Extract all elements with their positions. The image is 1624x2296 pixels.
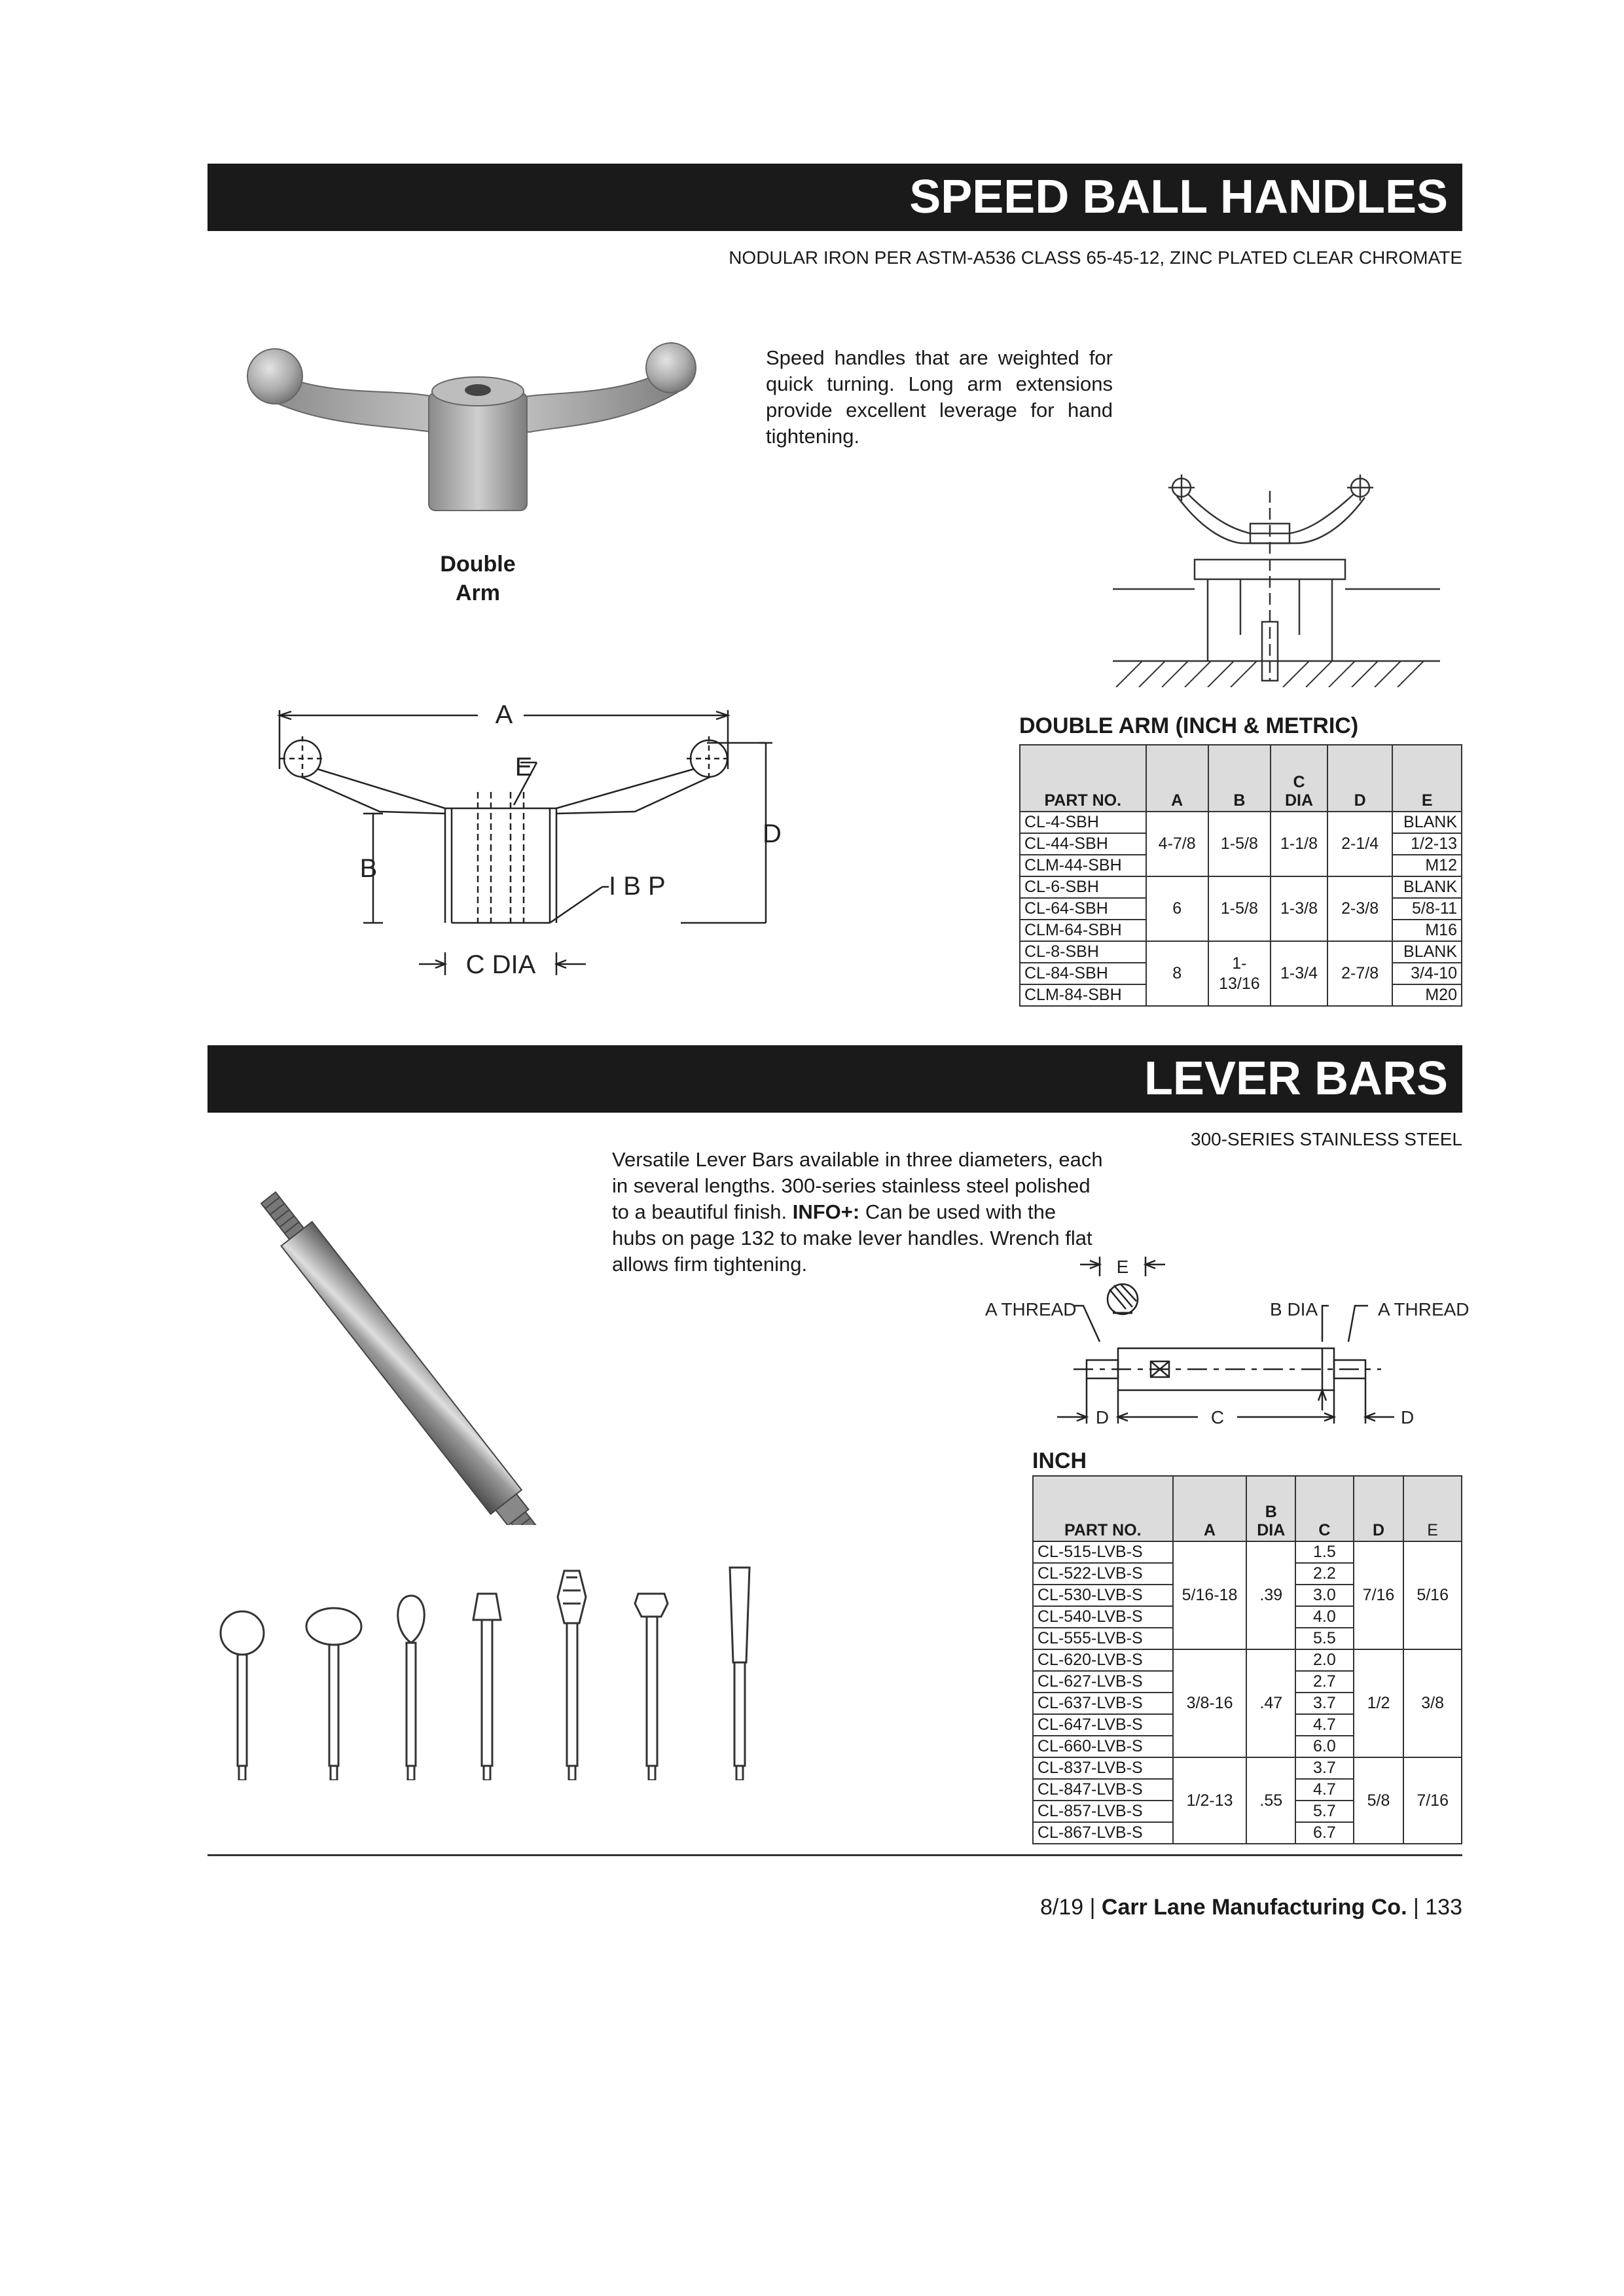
cell-part-no: CL-627-LVB-S: [1033, 1671, 1173, 1693]
table-row: [1033, 1649, 1462, 1671]
dimension-drawing: [262, 691, 785, 985]
table-row: [1020, 876, 1462, 898]
cell-c: 2.2: [1295, 1563, 1354, 1585]
col-c-dia: C DIA: [1271, 745, 1327, 812]
cell-c: 1-3/8: [1271, 876, 1327, 941]
dim-label-a: A: [495, 700, 513, 729]
footer-date: 8/19: [1039, 1895, 1084, 1920]
lever-label-c: C: [1210, 1407, 1225, 1427]
cell-e: M16: [1392, 920, 1462, 941]
col-part-no: PART NO.: [1020, 745, 1146, 812]
cell-a: 3/8-16: [1173, 1649, 1247, 1757]
ball-knob-icon: [221, 1611, 264, 1780]
cell-b: 1-5/8: [1208, 812, 1271, 876]
col-e: E: [1403, 1476, 1462, 1541]
cell-part-no: CL-647-LVB-S: [1033, 1714, 1173, 1736]
cell-c: 1-1/8: [1271, 812, 1327, 876]
dim-label-b: B: [359, 854, 378, 883]
cell-a: 5/16-18: [1173, 1541, 1247, 1649]
cylinder-knob-icon: [473, 1594, 501, 1780]
cell-part-no: CL-837-LVB-S: [1033, 1757, 1173, 1779]
cell-part-no: CL-4-SBH: [1020, 812, 1146, 833]
lever-label-a-thread-right: A THREAD: [1378, 1299, 1470, 1319]
material-note: 300-SERIES STAINLESS STEEL: [1191, 1129, 1462, 1149]
cell-part-no: CL-8-SBH: [1020, 941, 1146, 963]
cell-e: 1/2-13: [1392, 833, 1462, 855]
cell-d: 2-1/4: [1327, 812, 1392, 876]
cell-part-no: CL-515-LVB-S: [1033, 1541, 1173, 1563]
section-header-lever-bars: [208, 1045, 1462, 1113]
cell-part-no: CL-637-LVB-S: [1033, 1693, 1173, 1714]
col-b: B: [1208, 745, 1271, 812]
cell-a: 6: [1146, 876, 1208, 941]
lever-label-e: E: [1116, 1257, 1129, 1277]
col-d: D: [1354, 1476, 1404, 1541]
installation-drawing: [1113, 471, 1440, 687]
cell-e: 5/16: [1403, 1541, 1462, 1649]
cell-part-no: CL-530-LVB-S: [1033, 1585, 1173, 1606]
cell-c: 1-3/4: [1271, 941, 1327, 1006]
col-d: D: [1327, 745, 1392, 812]
lever-label-a-thread-left: A THREAD: [985, 1299, 1077, 1319]
cell-c: 3.7: [1295, 1757, 1354, 1779]
cell-c: 6.7: [1295, 1822, 1354, 1844]
cell-e: BLANK: [1392, 941, 1462, 963]
footer-company: Carr Lane Manufacturing Co.: [1101, 1895, 1407, 1920]
cell-e: 3/8: [1403, 1649, 1462, 1757]
cell-e: M20: [1392, 984, 1462, 1006]
cell-part-no: CL-84-SBH: [1020, 963, 1146, 984]
section-header-speed-ball-handles: [208, 164, 1462, 231]
star-knob-icon: [558, 1571, 586, 1780]
cell-part-no: CL-857-LVB-S: [1033, 1801, 1173, 1822]
cell-c: 2.7: [1295, 1671, 1354, 1693]
table-title: DOUBLE ARM (INCH & METRIC): [1019, 713, 1359, 738]
section-title: SPEED BALL HANDLES: [909, 171, 1448, 223]
page-footer: [1040, 1895, 1462, 1920]
cell-part-no: CL-64-SBH: [1020, 898, 1146, 920]
cell-part-no: CL-540-LVB-S: [1033, 1606, 1173, 1628]
cell-part-no: CLM-84-SBH: [1020, 984, 1146, 1006]
photo-caption: [419, 550, 537, 607]
dim-label-c: C DIA: [465, 950, 536, 979]
cell-d: 2-3/8: [1327, 876, 1392, 941]
double-arm-handle-photo: [236, 327, 713, 524]
cell-d: 5/8: [1354, 1757, 1404, 1844]
caption-line-2: Arm: [455, 581, 501, 605]
lever-label-d-right: D: [1401, 1407, 1415, 1427]
footer-separator: |: [1413, 1895, 1419, 1920]
cell-part-no: CL-867-LVB-S: [1033, 1822, 1173, 1844]
cell-c: 3.0: [1295, 1585, 1354, 1606]
cell-c: 3.7: [1295, 1693, 1354, 1714]
cell-a: 8: [1146, 941, 1208, 1006]
footer-rule: [208, 1854, 1462, 1856]
lever-label-d-left: D: [1095, 1407, 1110, 1427]
col-a: A: [1173, 1476, 1247, 1541]
cell-b: 1-13/16: [1208, 941, 1271, 1006]
col-c: C: [1295, 1476, 1354, 1541]
cell-part-no: CL-620-LVB-S: [1033, 1649, 1173, 1671]
table-title: INCH: [1032, 1448, 1087, 1473]
col-b-dia: B DIA: [1246, 1476, 1295, 1541]
cell-part-no: CL-522-LVB-S: [1033, 1563, 1173, 1585]
caption-line-1: Double: [440, 552, 516, 577]
cell-part-no: CL-847-LVB-S: [1033, 1779, 1173, 1801]
footer-separator: |: [1089, 1895, 1096, 1920]
cell-part-no: CLM-44-SBH: [1020, 855, 1146, 876]
col-part-no: PART NO.: [1033, 1476, 1173, 1541]
cell-e: M12: [1392, 855, 1462, 876]
material-note: NODULAR IRON PER ASTM-A536 CLASS 65-45-12, ZINC PLATED CLEAR CHROMATE: [729, 247, 1462, 268]
cell-b: 1-5/8: [1208, 876, 1271, 941]
cell-d: 2-7/8: [1327, 941, 1392, 1006]
col-e: E: [1392, 745, 1462, 812]
lever-description: Versatile Lever Bars available in three diameters, each in several lengths. 300-series stainless steel polished to a beautiful finish. INFO+: Can be used with the hubs on page 132 to make lever handles. Wrench flat allows firm tightening.: [612, 1148, 1103, 1276]
dim-label-d: D: [763, 819, 782, 848]
cell-c: 4.7: [1295, 1714, 1354, 1736]
cell-e: BLANK: [1392, 812, 1462, 833]
cell-part-no: CLM-64-SBH: [1020, 920, 1146, 941]
lever-bar-photo: [223, 1172, 589, 1525]
cell-b: .39: [1246, 1541, 1295, 1649]
cell-c: 4.7: [1295, 1779, 1354, 1801]
cell-d: 7/16: [1354, 1541, 1404, 1649]
info-plus-label: INFO+:: [792, 1200, 860, 1223]
table-row: [1020, 941, 1462, 963]
oval-knob-icon: [306, 1608, 361, 1780]
mushroom-knob-icon: [635, 1594, 668, 1780]
cell-c: 2.0: [1295, 1649, 1354, 1671]
cell-part-no: CL-555-LVB-S: [1033, 1628, 1173, 1649]
cell-e: 5/8-11: [1392, 898, 1462, 920]
cell-c: 6.0: [1295, 1736, 1354, 1757]
cell-e: 3/4-10: [1392, 963, 1462, 984]
cell-part-no: CL-660-LVB-S: [1033, 1736, 1173, 1757]
lever-bar-spec-table: [1032, 1475, 1462, 1844]
cell-part-no: CL-6-SBH: [1020, 876, 1146, 898]
cell-part-no: CL-44-SBH: [1020, 833, 1146, 855]
lever-dimension-drawing: [975, 1244, 1473, 1446]
footer-page-number: 133: [1425, 1895, 1462, 1920]
double-arm-spec-table: [1019, 744, 1462, 1007]
taper-knob-icon: [730, 1568, 749, 1780]
cell-a: 4-7/8: [1146, 812, 1208, 876]
cell-d: 1/2: [1354, 1649, 1404, 1757]
cell-b: .55: [1246, 1757, 1295, 1844]
section-title: LEVER BARS: [1144, 1052, 1448, 1105]
cell-e: BLANK: [1392, 876, 1462, 898]
table-row: [1033, 1541, 1462, 1563]
cell-a: 1/2-13: [1173, 1757, 1247, 1844]
col-a: A: [1146, 745, 1208, 812]
dim-label-e: E: [514, 753, 533, 781]
lever-knob-variants: [216, 1558, 792, 1780]
product-description: Speed handles that are weighted for quick turning. Long arm extensions provide excellent leverage for hand tightening.: [766, 346, 1113, 448]
cell-c: 5.7: [1295, 1801, 1354, 1822]
table-row: [1020, 812, 1462, 833]
table-row: [1033, 1757, 1462, 1779]
cell-c: 1.5: [1295, 1541, 1354, 1563]
cell-c: 4.0: [1295, 1606, 1354, 1628]
lever-label-b-dia: B DIA: [1270, 1299, 1318, 1319]
cell-b: .47: [1246, 1649, 1295, 1757]
dim-label-ibp: I B P: [609, 872, 666, 901]
teardrop-knob-icon: [398, 1596, 425, 1780]
cell-c: 5.5: [1295, 1628, 1354, 1649]
cell-e: 7/16: [1403, 1757, 1462, 1844]
